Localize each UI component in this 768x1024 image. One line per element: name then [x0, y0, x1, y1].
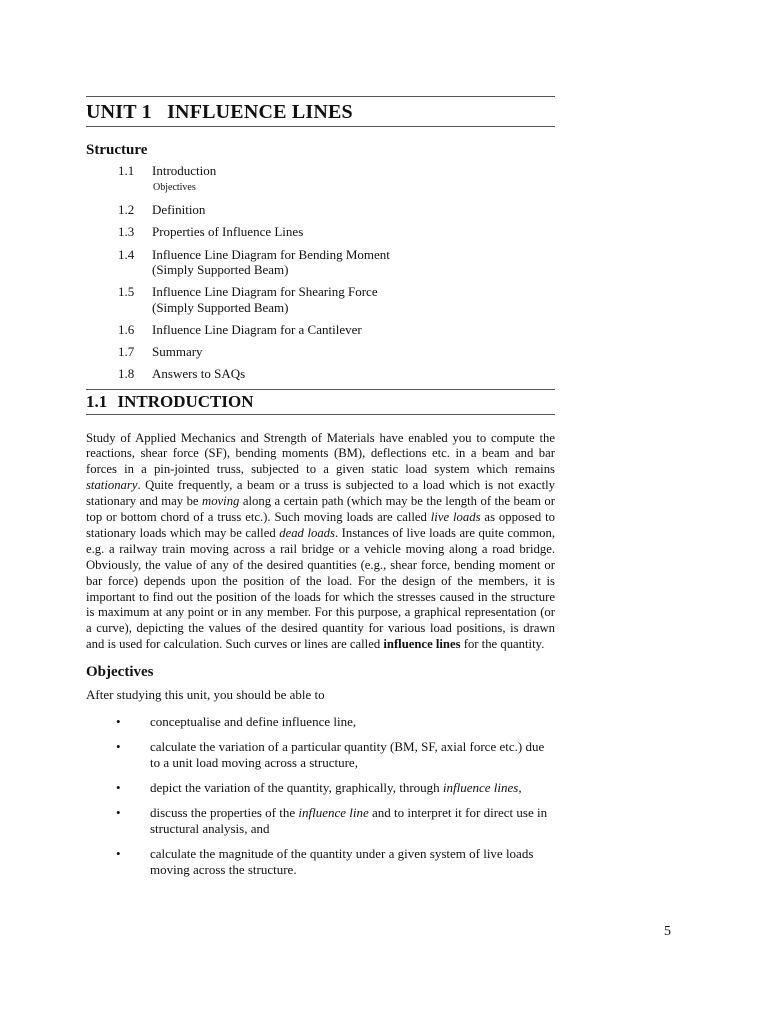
structure-item — [86, 224, 555, 240]
structure-item-label: Summary — [152, 344, 203, 360]
objective-item — [86, 780, 555, 796]
text-run: . Quite frequently, a beam or a truss is subjected to a load which is not exactly stationary and may be — [86, 478, 555, 509]
italic-text: moving — [202, 494, 240, 509]
top-rule — [86, 96, 555, 97]
objectives-list — [86, 714, 555, 878]
text-run: calculate the variation of a particular quantity (BM, SF, axial force etc.) due to a unit load moving across a structure, — [150, 739, 545, 771]
structure-item-number: 1.5 — [118, 284, 135, 300]
structure-item — [86, 366, 555, 382]
text-run: depict the variation of the quantity, graphically, through — [150, 780, 443, 796]
section-number: 1.1 — [86, 391, 108, 411]
italic-text: influence line — [298, 805, 369, 821]
structure-item-label: Definition — [152, 202, 206, 218]
text-run: and to interpret it for direct use in structural analysis, and — [150, 805, 548, 837]
structure-item — [86, 202, 555, 218]
unit-title — [86, 99, 555, 125]
objective-text — [150, 846, 555, 878]
structure-item-number: 1.6 — [118, 321, 135, 337]
objectives-intro: After studying this unit, you should be able to — [86, 687, 325, 703]
structure-heading: Structure — [86, 142, 148, 158]
structure-item-label: Answers to SAQs — [152, 366, 246, 382]
bullet-icon: • — [116, 780, 121, 796]
objective-item — [86, 805, 555, 837]
text-run: along a certain path (which may be the length of the beam or top or bottom chord of a truss etc.). Such moving loads are called — [86, 494, 555, 525]
intro-paragraph — [86, 431, 555, 654]
italic-text: influence lines — [442, 780, 519, 796]
objective-text — [150, 805, 555, 837]
text-run: calculate the magnitude of the quantity under a given system of live loads moving across the structure. — [150, 846, 534, 878]
structure-item-label: Properties of Influence Lines — [152, 224, 304, 240]
section-title — [86, 391, 555, 413]
structure-item-number: 1.2 — [118, 202, 135, 218]
text-run: for the quantity. — [460, 637, 545, 652]
bullet-icon: • — [116, 739, 121, 755]
objective-text — [150, 714, 555, 730]
structure-item-label: Influence Line Diagram for Bending Moment (Simply Supported Beam) — [152, 246, 390, 278]
structure-item — [86, 322, 555, 338]
unit-number: UNIT 1 — [86, 101, 152, 123]
text-run: as opposed to stationary loads which may be called — [86, 510, 555, 540]
objective-item — [86, 714, 555, 730]
text-run: conceptualise and define influence line, — [150, 714, 357, 730]
italic-text: stationary — [86, 478, 138, 493]
structure-subitem: Objectives — [153, 182, 196, 194]
text-run: Study of Applied Mechanics and Strength of Materials have enabled you to compute the reactions, shear force (SF), bending moments (BM), deflections etc. in a beam and bar forces in a pin-jointed truss, subjected to a given static load system which remains — [86, 430, 555, 477]
structure-item — [86, 344, 555, 360]
page-number: 5 — [664, 924, 671, 939]
structure-item — [86, 163, 555, 179]
section-title-text: INTRODUCTION — [117, 391, 254, 411]
objective-text — [150, 780, 555, 796]
objectives-heading: Objectives — [86, 664, 154, 681]
structure-item-number: 1.7 — [118, 344, 135, 360]
bullet-icon: • — [116, 846, 121, 862]
structure-item-number: 1.4 — [118, 246, 135, 262]
bullet-icon: • — [116, 714, 121, 730]
italic-text: live loads — [430, 510, 481, 525]
structure-item-number: 1.8 — [118, 366, 135, 382]
text-run: discuss the properties of the — [150, 805, 299, 821]
text-run: . Instances of live loads are quite common, e.g. a railway train moving across a rail bridge or a vehicle moving along a road bridge. Obviously, the value of any of the desired quantities (e.g., shear force, bending moment or bar force) depends upon the position of the load. For the design of the members, it is important to find out the position of the loads for which the stresses caused in the structure is maximum at any point or in any member. For this purpose, a graphical representation (or a curve), depicting the values of the desired quantity for various load positions, is drawn and is used for calculation. Such curves or lines are called — [86, 525, 555, 652]
section-top-rule — [86, 389, 555, 390]
objective-text — [150, 739, 555, 771]
objective-item — [86, 739, 555, 771]
structure-item-label: Influence Line Diagram for a Cantilever — [152, 321, 362, 337]
structure-item-number: 1.3 — [118, 224, 135, 240]
structure-item — [86, 284, 555, 315]
structure-item — [86, 247, 555, 278]
bold-text: influence lines — [383, 637, 461, 652]
italic-text: dead loads — [279, 525, 335, 540]
bullet-icon: • — [116, 805, 121, 821]
structure-item-number: 1.1 — [118, 163, 135, 178]
text-run: , — [518, 780, 522, 796]
unit-title-text: INFLUENCE LINES — [167, 101, 353, 123]
structure-item-label: Introduction — [152, 163, 217, 178]
section-bottom-rule — [86, 414, 555, 415]
objective-item — [86, 846, 555, 878]
unit-title-rule — [86, 126, 555, 127]
structure-list — [86, 163, 555, 382]
page-content — [86, 96, 555, 887]
structure-item-label: Influence Line Diagram for Shearing Force (Simply Supported Beam) — [152, 284, 378, 315]
